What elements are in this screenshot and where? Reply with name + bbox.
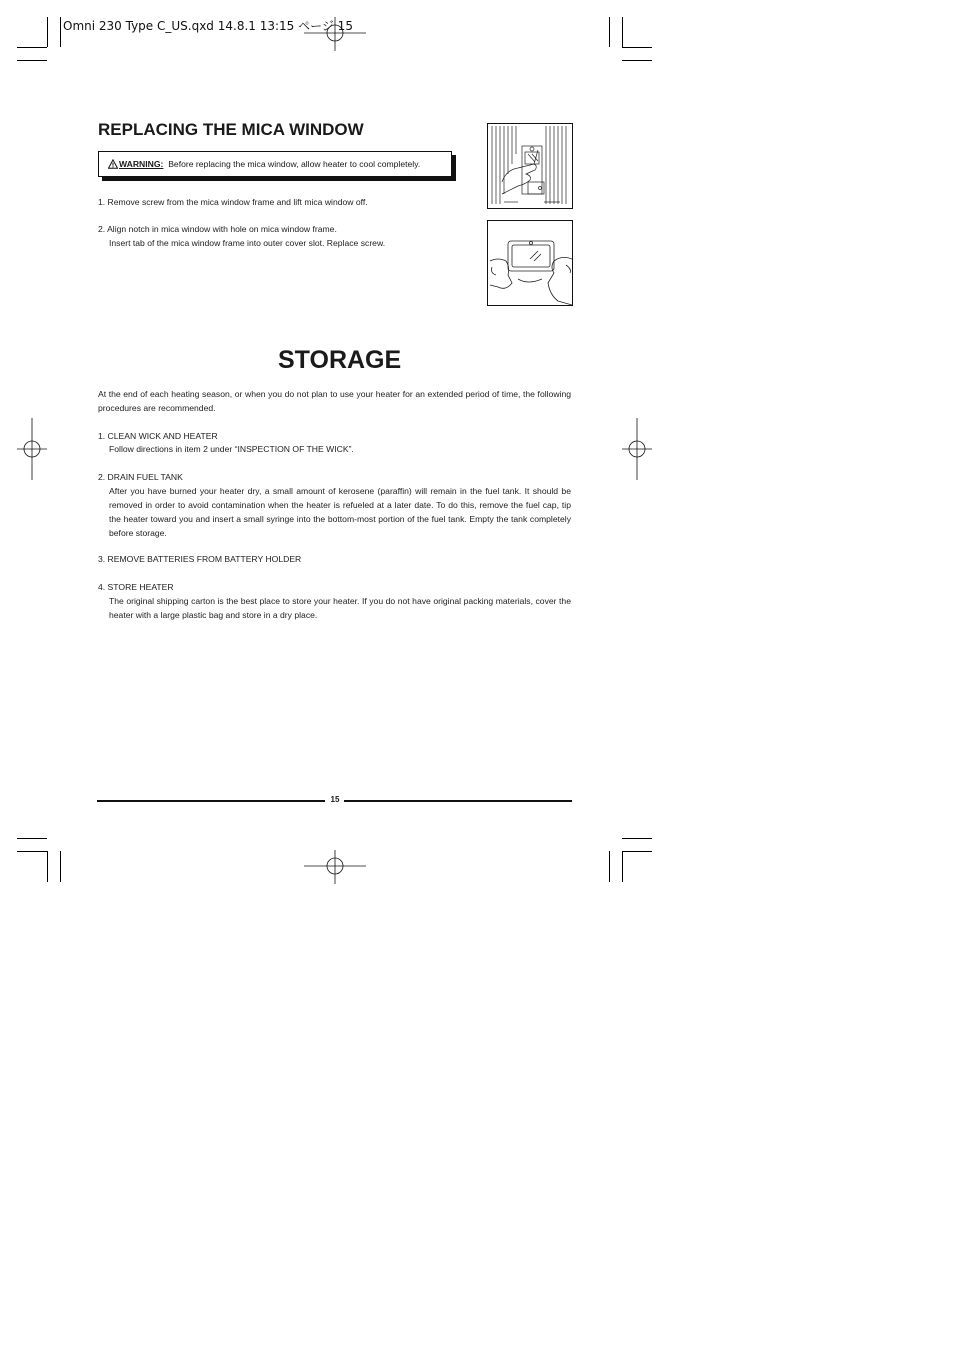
storage-item-3-head: 3. REMOVE BATTERIES FROM BATTERY HOLDER <box>98 554 302 564</box>
storage-item-1-body: Follow directions in item 2 under “INSPECTION OF THE WICK”. <box>109 444 354 454</box>
warning-triangle-icon <box>108 159 118 169</box>
crop-mark <box>622 851 652 852</box>
section-title-mica: REPLACING THE MICA WINDOW <box>98 120 364 139</box>
crop-mark <box>609 17 610 47</box>
storage-item-1-head: 1. CLEAN WICK AND HEATER <box>98 431 218 441</box>
crop-mark <box>60 851 61 882</box>
crop-mark <box>609 851 610 882</box>
figure-mica-window <box>487 220 573 306</box>
registration-mark-icon <box>622 418 652 480</box>
crop-mark <box>17 60 47 61</box>
section-title-storage: STORAGE <box>278 346 402 374</box>
crop-mark <box>17 47 47 48</box>
crop-mark <box>47 17 48 47</box>
crop-mark <box>622 60 652 61</box>
crop-mark <box>622 851 623 882</box>
crop-mark <box>17 838 47 839</box>
page-number: 15 <box>330 795 340 804</box>
registration-mark-icon <box>17 418 47 480</box>
footer-rule-left <box>97 800 325 802</box>
figure-remove-screw <box>487 123 573 209</box>
storage-item-2-body: After you have burned your heater dry, a small amount of kerosene (paraffin) will remain in the fuel tank. It should be removed in order to avoid contamination when the heater is refueled at a later date. To do this, remove the fuel cap, tip the heater toward you and insert a small syringe into the bottom-most portion of the fuel tank. Empty the tank completely before storage. <box>109 486 571 538</box>
warning-label: WARNING: <box>119 159 164 169</box>
storage-intro: At the end of each heating season, or when you do not plan to use your heater for an extended period of time, the following procedures are recommended. <box>98 389 571 413</box>
crop-mark <box>622 47 652 48</box>
mica-step-1: 1. Remove screw from the mica window frame and lift mica window off. <box>98 197 368 207</box>
heater-front-illustration <box>488 124 572 208</box>
storage-item-4-body: The original shipping carton is the best place to store your heater. If you do not have original packing materials, cover the heater with a large plastic bag and store in a dry place. <box>109 596 571 620</box>
file-slug: Omni 230 Type C_US.qxd 14.8.1 13:15 ページ 15 <box>63 19 353 33</box>
mica-step-2-detail: Insert tab of the mica window frame into outer cover slot. Replace screw. <box>109 238 386 248</box>
crop-mark <box>47 851 48 882</box>
mica-step-2: 2. Align notch in mica window with hole on mica window frame. <box>98 224 337 234</box>
crop-mark <box>17 851 47 852</box>
storage-item-4-head: 4. STORE HEATER <box>98 582 174 592</box>
storage-item-2-head: 2. DRAIN FUEL TANK <box>98 472 183 482</box>
warning-box <box>98 151 452 177</box>
crop-mark <box>622 17 623 47</box>
registration-mark-icon <box>304 850 366 884</box>
crop-mark <box>60 17 61 47</box>
mica-window-illustration <box>488 221 572 305</box>
warning-text: Before replacing the mica window, allow heater to cool completely. <box>168 159 421 169</box>
crop-mark <box>622 838 652 839</box>
footer-rule-right <box>344 800 572 802</box>
